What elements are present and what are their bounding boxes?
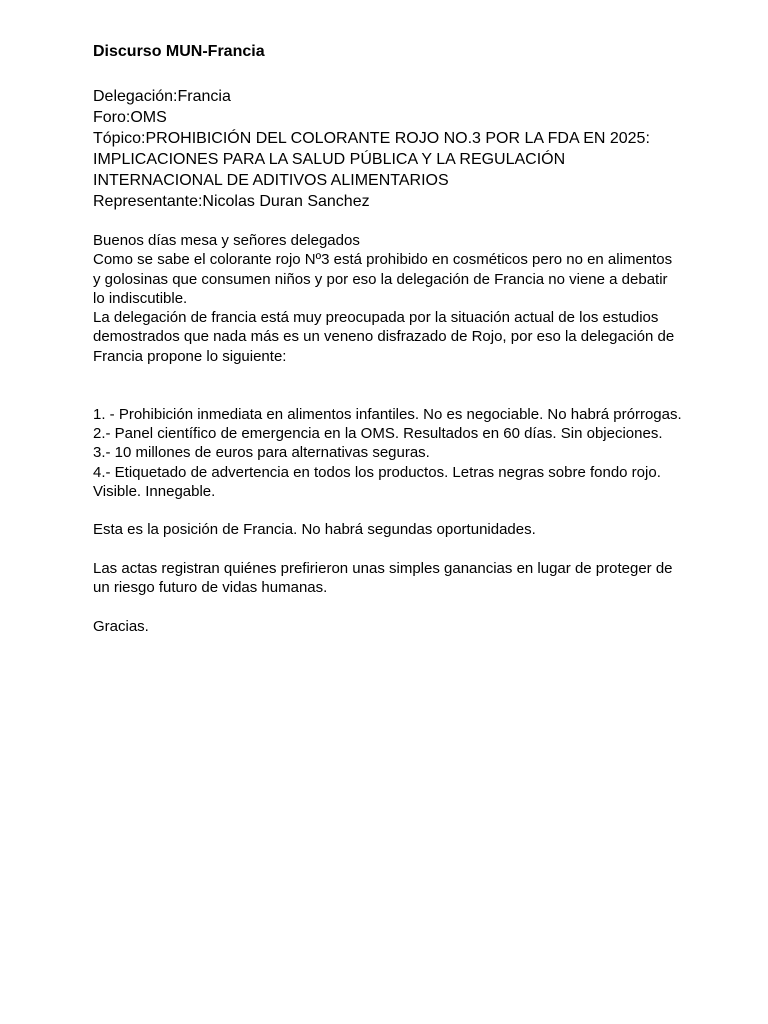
proposal-item: 3.- 10 millones de euros para alternativas seguras.	[93, 444, 430, 462]
blank-space	[93, 598, 683, 617]
speech-body	[93, 231, 683, 636]
speech-intro-1: Como se sabe el colorante rojo Nº3 está prohibido en cosméticos pero no en alimentos y golosinas que consumen niños y por eso la delegación de Francia no viene a debatir lo indiscutible.	[93, 251, 673, 307]
meta-representante: Representante:Nicolas Duran Sanchez	[93, 193, 370, 210]
speech-intro-2: La delegación de francia está muy preocupada por la situación actual de los estudios demostrados que nada más es un veneno disfrazado de Rojo, por eso la delegación de Francia propone lo siguiente:	[93, 309, 675, 365]
speech-closing: Las actas registran quiénes prefirieron unas simples ganancias en lugar de proteger de un riesgo futuro de vidas humanas.	[93, 560, 673, 597]
meta-foro: Foro:OMS	[93, 109, 167, 126]
blank-space	[93, 501, 683, 520]
proposal-item: 1. - Prohibición inmediata en alimentos infantiles. No es negociable. No habrá prórrogas.	[93, 405, 682, 423]
speech-thanks: Gracias.	[93, 617, 149, 635]
proposal-list	[93, 405, 683, 501]
document-title: Discurso MUN-Francia	[93, 43, 265, 60]
speech-greeting: Buenos días mesa y señores delegados	[93, 232, 360, 249]
meta-topico: Tópico:PROHIBICIÓN DEL COLORANTE ROJO NO.3 POR LA FDA EN 2025: IMPLICACIONES PARA LA SALUD PÚBLICA Y LA REGULACIÓN INTERNACIONAL DE ADITIVOS ALIMENTARIOS	[93, 130, 650, 189]
blank-space	[93, 540, 683, 559]
proposal-item: 4.- Etiquetado de advertencia en todos los productos. Letras negras sobre fondo rojo. Visible. Innegable.	[93, 463, 661, 500]
proposal-item: 2.- Panel científico de emergencia en la OMS. Resultados en 60 días. Sin objeciones.	[93, 424, 663, 442]
meta-delegacion: Delegación:Francia	[93, 88, 231, 105]
blank-space	[93, 366, 683, 405]
document-meta	[93, 86, 683, 212]
speech-position: Esta es la posición de Francia. No habrá segundas oportunidades.	[93, 521, 536, 539]
document-page	[93, 42, 683, 636]
